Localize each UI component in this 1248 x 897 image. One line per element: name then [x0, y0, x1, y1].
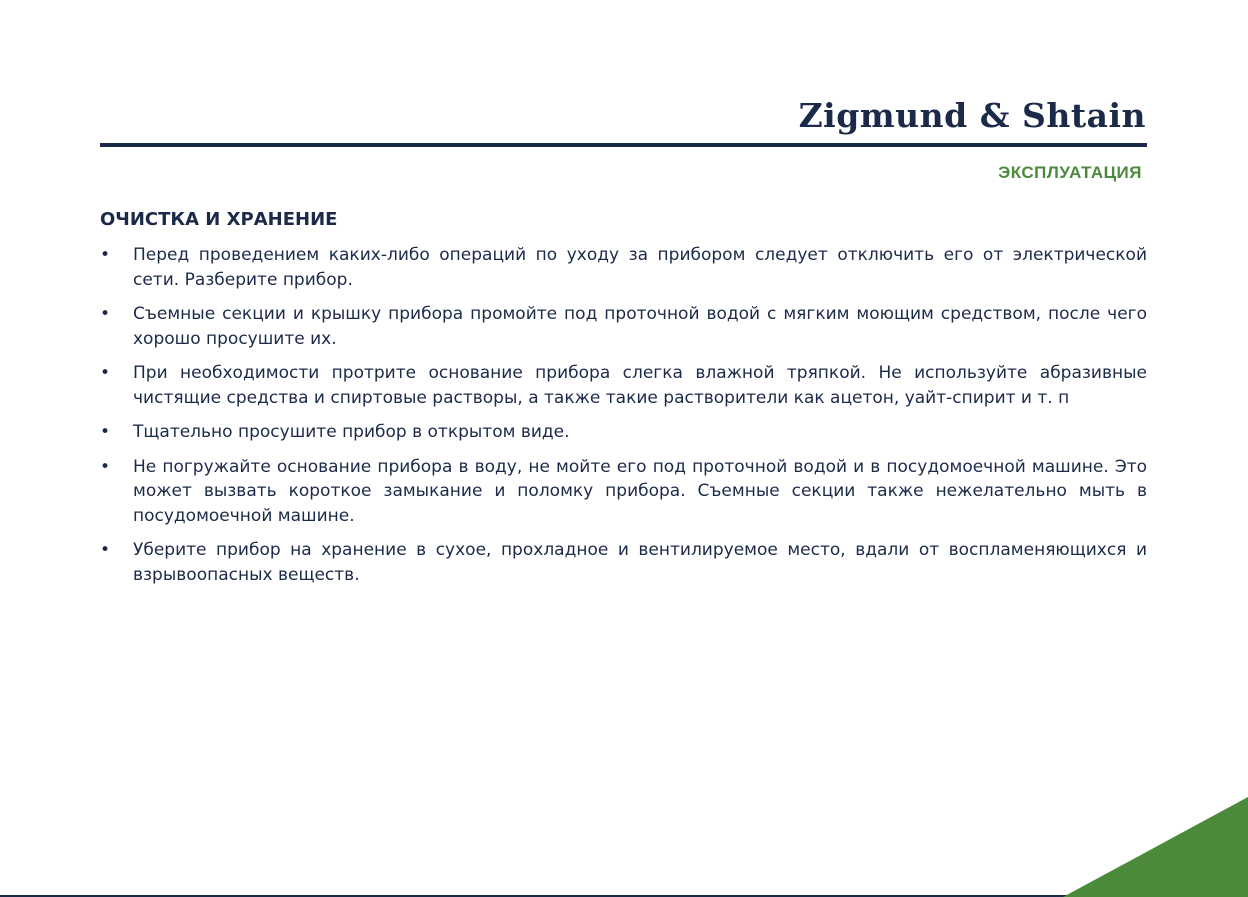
bullet-icon: •: [100, 422, 111, 442]
instruction-list: [100, 243, 1147, 587]
list-item: [100, 302, 1147, 351]
list-item: [100, 538, 1147, 587]
section-heading: ОЧИСТКА И ХРАНЕНИЕ: [100, 209, 338, 230]
bullet-icon: •: [100, 456, 111, 477]
document-body: [100, 207, 1147, 597]
list-item-text: Уберите прибор на хранение в сухое, прохладное и вентилируемое место, вдали от воспламеняющихся и взрывоопасных веществ.: [133, 540, 1147, 585]
corner-accent-triangle: [1063, 797, 1248, 897]
list-item: [100, 455, 1147, 529]
bullet-icon: •: [100, 363, 111, 383]
list-item-text: Тщательно просушите прибор в открытом виде.: [133, 422, 570, 442]
header-divider: [100, 143, 1147, 147]
list-item: [100, 420, 1147, 445]
section-label: ЭКСПЛУАТАЦИЯ: [998, 163, 1142, 182]
list-item-text: Не погружайте основание прибора в воду, не мойте его под проточной водой и в посудомоечной машине. Это может вызвать короткое замыкание и поломку прибора. Съемные секции также нежелательно мыть в посудомоечной машине.: [133, 456, 1147, 526]
bullet-icon: •: [100, 540, 111, 560]
brand-logo: Zigmund & Shtain: [798, 96, 1146, 135]
bullet-icon: •: [100, 304, 111, 324]
list-item-text: При необходимости протрите основание прибора слегка влажной тряпкой. Не используйте абразивные чистящие средства и спиртовые растворы, а также такие растворители как ацетон, уайт-спирит и т. п: [133, 363, 1147, 408]
list-item: [100, 361, 1147, 410]
list-item-text: Съемные секции и крышку прибора промойте под проточной водой с мягким моющим средством, после чего хорошо просушите их.: [133, 304, 1147, 349]
list-item: [100, 243, 1147, 292]
list-item-text: Перед проведением каких-либо операций по уходу за прибором следует отключить его от электрической сети. Разберите прибор.: [133, 245, 1147, 290]
bullet-icon: •: [100, 245, 111, 265]
